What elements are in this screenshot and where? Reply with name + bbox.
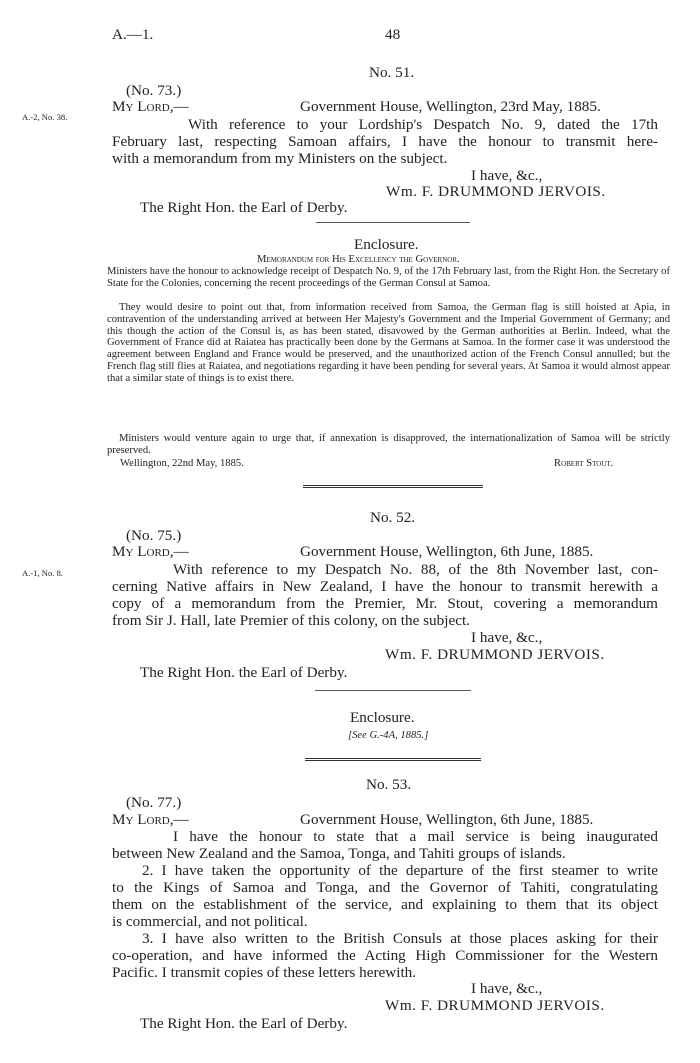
enclosure-heading-2: Enclosure. xyxy=(350,709,415,726)
addressee-52: The Right Hon. the Earl of Derby. xyxy=(140,664,348,681)
addressee-53: The Right Hon. the Earl of Derby. xyxy=(140,1015,348,1032)
addressee-51: The Right Hon. the Earl of Derby. xyxy=(140,199,348,216)
margin-note-52: A.-1, No. 8. xyxy=(22,568,64,578)
closing-52: I have, &c., xyxy=(471,629,543,646)
body-line-53-5: them on the establishment of the service, and explaining to them that its object xyxy=(112,896,658,913)
body-line-53-4: to the Kings of Samoa and Tonga, and the Governor of Tahiti, congratulating xyxy=(112,879,658,896)
body-line-53-6: is commercial, and not political. xyxy=(112,913,308,930)
signature-53: Wm. F. DRUMMOND JERVOIS. xyxy=(385,997,605,1014)
salutation-51: My Lord,— xyxy=(112,98,189,115)
memorandum-paragraph-3: Ministers would venture again to urge that, if annexation is disapproved, the internationalization of Samoa will be strictly preserved. xyxy=(107,433,670,456)
despatch-ref-73: (No. 73.) xyxy=(126,82,182,99)
body-line-53-3: 2. I have taken the opportunity of the departure of the first steamer to write xyxy=(142,862,658,879)
section-divider-thick xyxy=(305,758,481,761)
despatch-ref-75: (No. 75.) xyxy=(126,527,182,544)
place-date-51: Government House, Wellington, 23rd May, 1885. xyxy=(300,98,601,115)
despatch-number-53: No. 53. xyxy=(366,776,412,793)
salutation-53: My Lord,— xyxy=(112,811,189,828)
body-line-52-1: With reference to my Despatch No. 88, of the 8th November last, con- xyxy=(173,561,658,578)
despatch-number-51: No. 51. xyxy=(369,64,415,81)
body-line-53-1: I have the honour to state that a mail service is being inaugurated xyxy=(173,828,658,845)
see-reference: [See G.-4A, 1885.] xyxy=(348,730,429,741)
section-divider-thick xyxy=(303,485,483,488)
body-line-52-2: cerning Native affairs in New Zealand, I have the honour to transmit herewith a xyxy=(112,578,658,595)
signature-52: Wm. F. DRUMMOND JERVOIS. xyxy=(385,646,605,663)
body-line-52-3: copy of a memorandum from the Premier, Mr. Stout, covering a memorandum xyxy=(112,595,658,612)
closing-51: I have, &c., xyxy=(471,167,543,184)
despatch-number-52: No. 52. xyxy=(370,509,416,526)
signature-51: Wm. F. DRUMMOND JERVOIS. xyxy=(386,183,606,200)
body-line-53-7: 3. I have also written to the British Consuls at those places asking for their xyxy=(142,930,658,947)
body-line-52-4: from Sir J. Hall, late Premier of this colony, on the subject. xyxy=(112,612,470,629)
place-date-52: Government House, Wellington, 6th June, 1885. xyxy=(300,543,594,560)
despatch-ref-77: (No. 77.) xyxy=(126,794,182,811)
place-date-53: Government House, Wellington, 6th June, 1885. xyxy=(300,811,594,828)
memorandum-heading: Memorandum for His Excellency the Governor. xyxy=(257,254,460,265)
section-label: A.—1. xyxy=(112,26,154,43)
margin-note-51: A.-2, No. 38. xyxy=(22,112,68,122)
enclosure-heading-1: Enclosure. xyxy=(354,236,419,253)
section-divider xyxy=(316,222,470,223)
memorandum-paragraph-1: Ministers have the honour to acknowledge receipt of Despatch No. 9, of the 17th February last, from the Right Hon. the Secretary of State for the Colonies, concerning the recent proceedings of the German Consul at Samoa. xyxy=(107,266,670,289)
closing-53: I have, &c., xyxy=(471,980,543,997)
body-line-53-8: co-operation, and have informed the Acting High Commissioner for the Western xyxy=(112,947,658,964)
section-divider xyxy=(315,690,471,691)
page-number: 48 xyxy=(385,26,401,43)
body-line-51-3: with a memorandum from my Ministers on the subject. xyxy=(112,150,448,167)
memorandum-place-date: Wellington, 22nd May, 1885. xyxy=(120,458,244,469)
salutation-52: My Lord,— xyxy=(112,543,189,560)
memorandum-signature: Robert Stout. xyxy=(554,458,614,469)
body-line-53-9: Pacific. I transmit copies of these letters herewith. xyxy=(112,964,417,981)
body-line-51-2: February last, respecting Samoan affairs, I have the honour to transmit here- xyxy=(112,133,658,150)
memorandum-paragraph-2: They would desire to point out that, from information received from Samoa, the German flag is still hoisted at Apia, in contravention of the understanding arrived at between Her Majesty's Government and the Imperial Government of Germany; and this though the action of the Consul is, as has been stated, disavowed by the German authorities at Berlin. Indeed, what the Government of France did at Raiatea has practically been done by the Germans at Samoa. In the former case it was understood the agreement between England and France would be preserved, and the unauthorized action of the French Consul annulled; but the French flag still flies at Raiatea, and negotiations regarding it have been pending for several years. At Samoa it would almost appear that a similar state of things is to exist there. xyxy=(107,302,670,384)
body-line-51-1: With reference to your Lordship's Despatch No. 9, dated the 17th xyxy=(188,116,658,133)
body-line-53-2: between New Zealand and the Samoa, Tonga, and Tahiti groups of islands. xyxy=(112,845,566,862)
